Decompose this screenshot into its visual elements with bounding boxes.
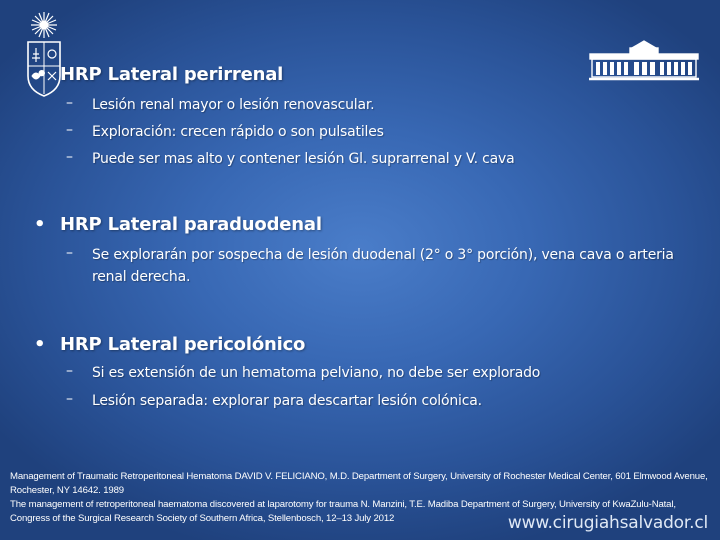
section-3-item-1-dash: – (66, 363, 73, 379)
section-1-item-2-dash: – (66, 122, 73, 138)
section-2-item-1: Se explorarán por sospecha de lesión duodenal (2° o 3° porción), vena cava o arteria renal derecha. (92, 247, 674, 285)
section-3-bullet: • (34, 334, 46, 355)
section-3-item-2: Lesión separada: explorar para descartar lesión colónica. (92, 393, 482, 409)
section-1-item-3-dash: – (66, 149, 73, 165)
section-1-title: HRP Lateral perirrenal (60, 64, 284, 85)
hospital-building-icon (588, 38, 700, 82)
section-1-item-3: Puede ser mas alto y contener lesión Gl. suprarrenal y V. cava (92, 151, 515, 167)
section-1-item-2: Exploración: crecen rápido o son pulsatiles (92, 124, 384, 140)
reference-2: The management of retroperitoneal haematoma discovered at laparotomy for trauma N. Manzini, T.E. Madiba Department of Surgery, University of KwaZulu-Natal, Congress of the Surgical Research Society of Southern Africa, Stellenbosch, 12–13 July 2012 (10, 499, 676, 524)
section-3-title: HRP Lateral pericolónico (60, 334, 306, 355)
section-3-item-2-dash: – (66, 391, 73, 407)
section-3-item-1: Si es extensión de un hematoma pelviano, no debe ser explorado (92, 365, 541, 381)
section-1-bullet: • (36, 64, 48, 85)
section-2-title: HRP Lateral paraduodenal (60, 214, 322, 235)
section-1-item-1: Lesión renal mayor o lesión renovascular. (92, 97, 375, 113)
website-url: www.cirugiahsalvador.cl (507, 513, 708, 533)
section-1-item-1-dash: – (66, 95, 73, 111)
section-2-item-1-dash: – (66, 245, 73, 261)
reference-1: Management of Traumatic Retroperitoneal Hematoma DAVID V. FELICIANO, M.D. Department of Surgery, University of Rochester Medical Center, 601 Elmwood Avenue, Rochester, NY 14642. 1989 (10, 471, 708, 496)
section-2-bullet: • (34, 214, 46, 235)
